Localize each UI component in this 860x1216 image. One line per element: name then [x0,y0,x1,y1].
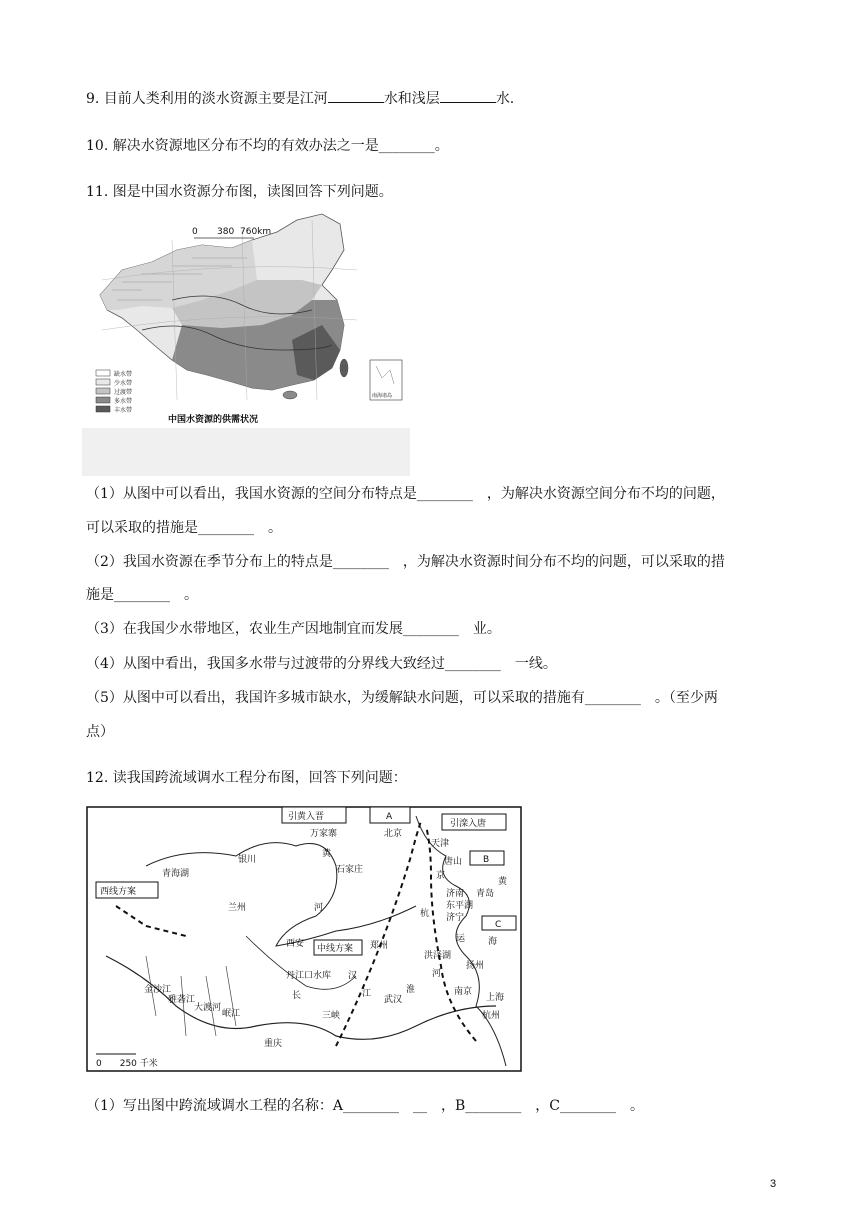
q9-text-pre: 9. 目前人类利用的淡水资源主要是江河 [86,91,328,107]
label-shijiazhuang: 石家庄 [336,865,364,875]
label-he2: 河 [432,969,442,979]
label-jining: 济宁 [446,913,465,923]
label-yinhuang: 引黄入晋 [288,812,325,822]
label-xuzhou: 扬州 [466,961,485,971]
q11-part1-line1: （1）从图中可以看出，我国水资源的空间分布特点是________ ，为解决水资源空间分布不均的问题， [86,486,725,502]
label-qingdao: 青岛 [476,889,495,899]
water-transfer-map [86,806,522,1072]
page-number: 3 [770,1178,777,1190]
label-zhongxian: 中线方案 [317,944,354,954]
question-9 [86,88,514,109]
scale-label-760: 760km [240,227,272,237]
label-huang-sea: 黄 [498,877,508,887]
scale-label-0: 0 [192,227,198,237]
label-hongzehu: 洪泽湖 [424,951,452,961]
q9-blank-2 [440,88,496,103]
label-hangzhou: 杭州 [482,1011,501,1021]
q11-part5-line1: （5）从图中可以看出，我国许多城市缺水，为缓解缺水问题，可以采取的措施有________ 。（至少两 [86,690,718,706]
label-yalong: 雅砻江 [168,995,196,1005]
china-water-map [82,210,410,476]
water-transfer-map-figure [86,806,522,1072]
label-wuhan: 武汉 [384,995,403,1005]
label-zhengzhou: 郑州 [370,941,389,951]
label-beijing: 北京 [384,829,403,839]
label-A: A [386,812,393,822]
label-shanghai: 上海 [486,993,505,1003]
question-12-intro: 12. 读我国跨流域调水工程分布图，回答下列问题： [86,770,407,786]
q11-part2-line1: （2）我国水资源在季节分布上的特点是________ ，为解决水资源时间分布不均的问题，可以采取的措 [86,554,725,570]
q9-text-post: 水. [495,91,515,107]
label-huang: 黄 [322,849,332,859]
legend-item-5: 丰水带 [114,407,133,414]
label-jinsha: 金沙江 [144,985,172,995]
scale-label-380: 380 [217,227,235,237]
map-inset [370,360,402,400]
label-xixian: 西线方案 [100,887,137,897]
q9-text-mid: 水和浅层 [383,91,440,107]
question-10: 10. 解决水资源地区分布不均的有效办法之一是________。 [86,138,449,154]
question-11-intro: 11. 图是中国水资源分布图，读图回答下列问题。 [86,184,393,200]
label-tangshan: 唐山 [444,857,463,867]
label-qinghaihu: 青海湖 [162,869,190,879]
label-wanjiazhai: 万家寨 [310,829,338,839]
inset-label: 南海诸岛 [372,393,393,399]
label-jing: 京 [436,871,446,881]
q11-part2-line2: 施是________ 。 [86,587,198,603]
label-chongqing: 重庆 [264,1039,283,1049]
china-water-map-figure [82,210,410,476]
label-B: B [483,855,490,865]
q11-part3: （3）在我国少水带地区，农业生产因地制宜而发展________ 业。 [86,621,501,637]
legend-item-4: 多水带 [114,398,133,405]
label-scale: 0 250 千米 [96,1059,158,1069]
label-han: 汉 [348,971,358,981]
label-dadu: 大渡河 [194,1003,222,1013]
label-nanjing: 南京 [454,987,473,997]
q11-part1-line2: 可以采取的措施是________ 。 [86,520,282,536]
q11-part4: （4）从图中看出，我国多水带与过渡带的分界线大致经过________ 一线。 [86,656,557,672]
label-dongpinghu: 东平湖 [446,901,474,911]
label-xian: 西安 [286,939,305,949]
label-yinchuan: 银川 [238,855,257,865]
label-yinluan: 引滦入唐 [450,819,487,829]
label-hai: 海 [488,937,498,947]
label-jiang: 江 [362,989,372,999]
legend-item-2: 少水带 [114,380,133,387]
label-danjiangkou: 丹江口水库 [286,971,332,981]
label-lanzhou: 兰州 [228,903,247,913]
label-jinan: 济南 [446,889,465,899]
label-tianjin: 天津 [431,839,450,849]
q11-part5-line2: 点） [86,724,114,740]
q12-part1: （1）写出图中跨流域调水工程的名称：A________ __ ，B________ ，C________ 。 [86,1098,645,1114]
label-C: C [495,920,502,930]
label-yun: 运 [456,934,466,944]
label-he: 河 [314,903,324,913]
map-caption: 中国水资源的供需状况 [168,415,259,425]
label-min: 岷江 [222,1009,241,1019]
q9-blank-1 [328,88,384,103]
legend-item-3: 过渡带 [114,389,133,396]
label-chang: 长 [292,991,302,1001]
legend-item-1: 缺水带 [114,371,133,378]
label-hang: 杭 [420,909,430,919]
label-sanxia: 三峡 [322,1011,341,1021]
label-huai: 淮 [406,985,416,995]
